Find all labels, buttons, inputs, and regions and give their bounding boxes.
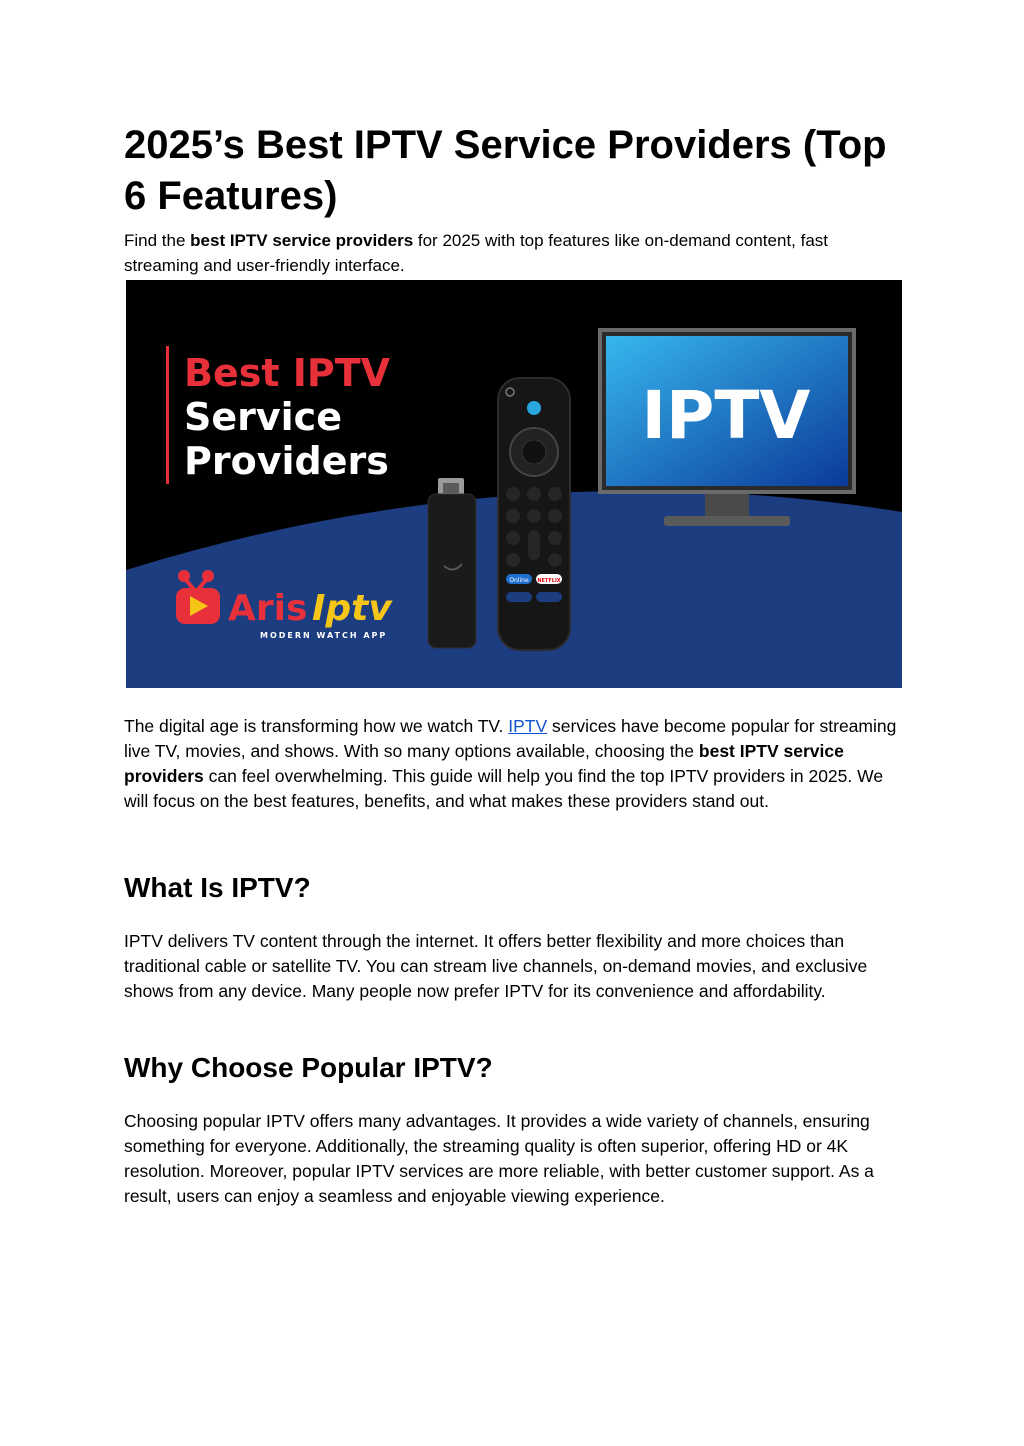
section-paragraph-why-choose: Choosing popular IPTV offers many advantages. It provides a wide variety of channels, ensuring something for everyone. Additionally, the streaming quality is often superior, offering HD or 4K resolution. Moreover, popular IPTV services are more reliable, with better customer support. As a result, users can enjoy a seamless and enjoyable viewing experience. bbox=[124, 1111, 874, 1206]
logo-name-part2: Iptv bbox=[312, 588, 392, 629]
intro-bold: best IPTV service providers bbox=[124, 741, 844, 786]
intro-text-1: The digital age is transforming how we watch TV. bbox=[124, 716, 509, 736]
intro-paragraph bbox=[124, 714, 904, 814]
tv-screen-text: IPTV bbox=[641, 377, 811, 454]
remote-netflix-label: NETFLIX bbox=[537, 578, 561, 584]
banner-accent-bar bbox=[166, 346, 169, 484]
remote-control-icon bbox=[498, 378, 570, 650]
logo-tagline: MODERN WATCH APP bbox=[260, 631, 388, 640]
article-title: 2025’s Best IPTV Service Providers (Top 6 Features) bbox=[124, 123, 887, 218]
subtitle-text-start: Find the bbox=[124, 231, 191, 250]
intro-text-2: services have become popular for streaming live TV, movies, and shows. With so many options available, choosing the bbox=[124, 716, 897, 761]
banner-heading-line2: Service bbox=[184, 395, 342, 439]
banner-heading-line1: Best IPTV bbox=[184, 351, 391, 395]
banner-heading-line3: Providers bbox=[184, 439, 389, 483]
intro-text-3: can feel overwhelming. This guide will help you find the top IPTV providers in 2025. We will focus on the best features, benefits, and what makes these providers stand out. bbox=[124, 766, 884, 811]
subtitle-bold: best IPTV service providers bbox=[190, 231, 414, 250]
banner-image bbox=[126, 280, 902, 688]
logo-name-part1: Aris bbox=[228, 588, 308, 629]
streaming-stick-icon bbox=[428, 478, 476, 648]
remote-online-label: Online bbox=[509, 577, 529, 584]
article-subtitle bbox=[124, 228, 904, 278]
subtitle-text-end: for 2025 with top features like on-demand content, fast streaming and user-friendly interface. bbox=[124, 231, 829, 275]
section-heading-what-is-iptv: What Is IPTV? bbox=[124, 872, 311, 903]
section-heading-why-choose: Why Choose Popular IPTV? bbox=[124, 1052, 493, 1083]
section-paragraph-what-is-iptv: IPTV delivers TV content through the internet. It offers better flexibility and more choices than traditional cable or satellite TV. You can stream live channels, on-demand movies, and exclusive shows from any device. Many people now prefer IPTV for its convenience and affordability. bbox=[124, 931, 868, 1001]
iptv-link[interactable]: IPTV bbox=[508, 716, 548, 736]
